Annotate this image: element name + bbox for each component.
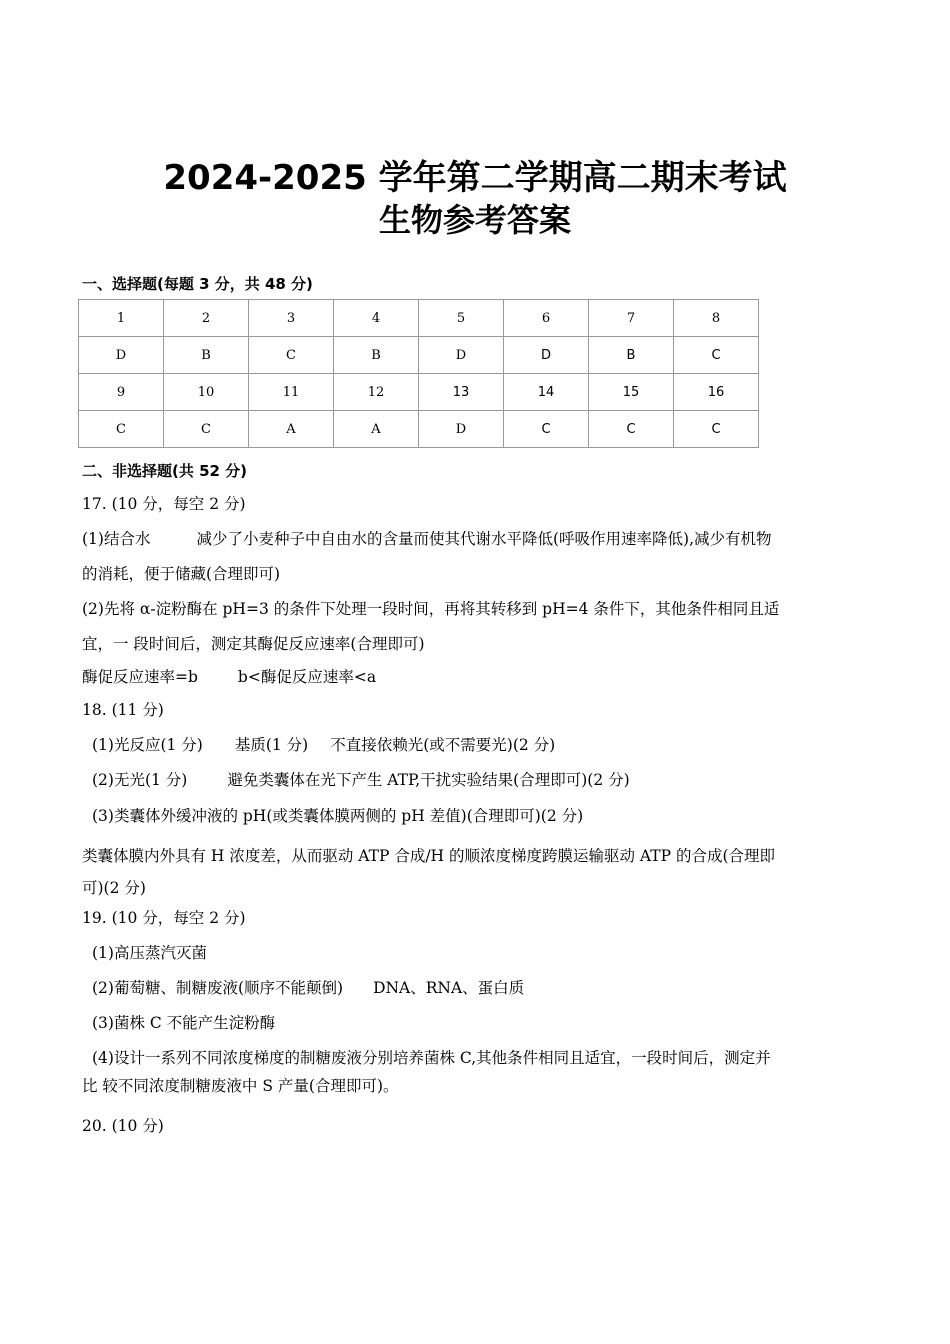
table-cell: B <box>164 337 249 374</box>
q18-answer-1-part-3: 不直接依赖光(或不需要光)(2 分) <box>330 736 556 754</box>
table-cell: 6 <box>504 300 589 337</box>
section-2-heading: 二、非选择题(共 52 分) <box>82 462 248 480</box>
section-1-heading: 一、选择题(每题 3 分，共 48 分) <box>82 275 313 293</box>
q19-answer-2 <box>92 978 882 998</box>
q19-answer-1: (1)高压蒸汽灭菌 <box>92 944 207 962</box>
table-cell: B <box>334 337 419 374</box>
table-cell: B <box>589 337 674 374</box>
table-cell: C <box>504 411 589 448</box>
table-cell: C <box>589 411 674 448</box>
table-cell: 4 <box>334 300 419 337</box>
table-cell: D <box>419 337 504 374</box>
table-cell: 5 <box>419 300 504 337</box>
table-cell: C <box>79 411 164 448</box>
title-line-1: 2024-2025 学年第二学期高二期末考试 <box>163 158 787 198</box>
table-cell: D <box>419 411 504 448</box>
table-cell: C <box>164 411 249 448</box>
q18-answer-2-part-1: (2)无光(1 分) <box>92 771 188 789</box>
table-cell: 15 <box>589 374 674 411</box>
table-cell: A <box>249 411 334 448</box>
table-cell: 7 <box>589 300 674 337</box>
table-cell: D <box>79 337 164 374</box>
q17-answer-3-part-2: b<酶促反应速率<a <box>237 668 377 686</box>
table-cell: 12 <box>334 374 419 411</box>
q18-answer-2 <box>92 770 882 790</box>
table-cell: A <box>334 411 419 448</box>
q17-header: 17. (10 分，每空 2 分) <box>82 495 246 513</box>
table-row <box>79 337 759 374</box>
q19-answer-2-part-2: DNA、RNA、蛋白质 <box>373 979 525 997</box>
q17-answer-3 <box>82 667 872 687</box>
table-cell: 16 <box>674 374 759 411</box>
q18-answer-1 <box>92 735 882 755</box>
q17-answer-1-cont: 的消耗，便于储藏(合理即可) <box>82 565 281 583</box>
table-cell: C <box>674 337 759 374</box>
table-cell: D <box>504 337 589 374</box>
table-cell: C <box>249 337 334 374</box>
table-row <box>79 300 759 337</box>
table-cell: 8 <box>674 300 759 337</box>
q17-answer-1-part-1: (1)结合水 <box>82 530 151 548</box>
q18-answer-1-part-2: 基质(1 分) <box>234 736 309 754</box>
q18-header: 18. (11 分) <box>82 701 164 719</box>
q20-header: 20. (10 分) <box>82 1117 164 1135</box>
table-cell: 1 <box>79 300 164 337</box>
table-cell: 9 <box>79 374 164 411</box>
q19-answer-4: (4)设计一系列不同浓度梯度的制糖废液分别培养菌株 C,其他条件相同且适宜，一段时间后，测定并 <box>92 1049 771 1067</box>
q19-answer-3: (3)菌株 C 不能产生淀粉酶 <box>92 1014 276 1032</box>
table-row <box>79 374 759 411</box>
q17-answer-3-part-1: 酶促反应速率=b <box>82 668 198 686</box>
q18-answer-3: (3)类囊体外缓冲液的 pH(或类囊体膜两侧的 pH 差值)(合理即可)(2 分) <box>92 807 584 825</box>
q18-answer-4-cont: 可)(2 分) <box>82 879 146 897</box>
table-row <box>79 411 759 448</box>
table-cell: 3 <box>249 300 334 337</box>
table-cell: 2 <box>164 300 249 337</box>
q19-header: 19. (10 分，每空 2 分) <box>82 909 246 927</box>
table-cell: 11 <box>249 374 334 411</box>
table-cell: C <box>674 411 759 448</box>
q17-answer-1-part-2: 减少了小麦种子中自由水的含量而使其代谢水平降低(呼吸作用速率降低),减少有机物 <box>196 530 772 548</box>
title-line-2: 生物参考答案 <box>378 201 571 239</box>
answer-table <box>78 299 759 448</box>
table-cell: 14 <box>504 374 589 411</box>
table-cell: 10 <box>164 374 249 411</box>
q18-answer-4: 类囊体膜内外具有 H 浓度差，从而驱动 ATP 合成/H 的顺浓度梯度跨膜运输驱动 ATP 的合成(合理即 <box>82 847 776 865</box>
q18-answer-1-part-1: (1)光反应(1 分) <box>92 736 203 754</box>
q17-answer-2: (2)先将 α-淀粉酶在 pH=3 的条件下处理一段时间，再将其转移到 pH=4 条件下，其他条件相同且适 <box>82 600 780 618</box>
q17-answer-2-cont: 宜，一 段时间后，测定其酶促反应速率(合理即可) <box>82 635 425 653</box>
q18-answer-2-part-2: 避免类囊体在光下产生 ATP,干扰实验结果(合理即可)(2 分) <box>227 771 630 789</box>
q17-answer-1 <box>82 529 872 549</box>
q19-answer-4-cont: 比 较不同浓度制糖废液中 S 产量(合理即可)。 <box>82 1077 399 1095</box>
table-cell: 13 <box>419 374 504 411</box>
q19-answer-2-part-1: (2)葡萄糖、制糖废液(顺序不能颠倒) <box>92 979 344 997</box>
